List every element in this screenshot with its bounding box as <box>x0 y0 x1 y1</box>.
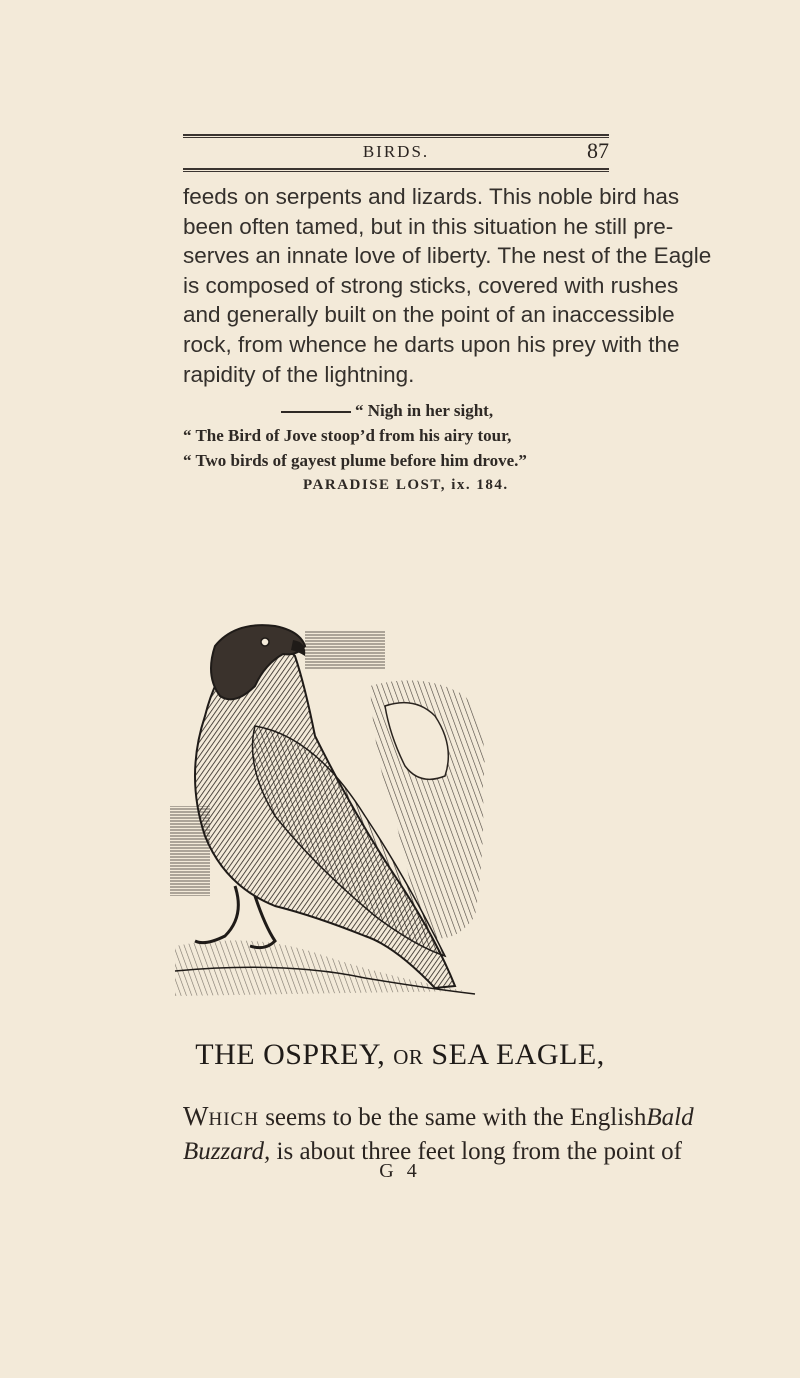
body-line: rock, from whence he darts upon his prey with the <box>183 331 680 357</box>
quote-line-3: “ Two birds of gayest plume before him drove.” <box>183 451 527 470</box>
body-line: rapidity of the lightning. <box>183 361 415 387</box>
quote-dash <box>281 411 351 413</box>
quote-line-2: “ The Bird of Jove stoop’d from his airy tour, <box>183 426 512 445</box>
caption-part-2: SEA EAGLE, <box>431 1038 605 1071</box>
body-line: is composed of strong sticks, covered with rushes <box>183 272 679 298</box>
running-head <box>183 140 609 168</box>
quote-line-1-text: “ Nigh in her sight, <box>355 401 494 420</box>
header-rule-bottom <box>183 168 609 170</box>
continuation-italic-2: Buzzard, <box>183 1138 271 1165</box>
continuation-line-1 <box>183 1100 694 1136</box>
running-title: BIRDS. <box>362 142 430 161</box>
section-caption <box>0 1038 800 1072</box>
continuation-paragraph <box>183 1100 694 1168</box>
caption-part-1: THE OSPREY, <box>195 1038 386 1071</box>
eagle-engraving <box>165 616 495 1008</box>
body-line: serves an innate love of liberty. The nest of the Eagle <box>183 243 712 269</box>
quote-line-1 <box>183 398 615 423</box>
header-rule-thin <box>183 137 609 138</box>
body-paragraph <box>183 182 712 389</box>
signature-mark: G 4 <box>379 1160 421 1182</box>
continuation-line-2-text: is about three feet long from the point of <box>270 1138 682 1165</box>
continuation-line-1-text: seems to be the same with the English <box>258 1104 647 1131</box>
body-line: and generally built on the point of an inaccessible <box>183 302 675 328</box>
which-rest: HICH <box>208 1109 259 1130</box>
caption-or: OR <box>393 1045 424 1069</box>
body-line: been often tamed, but in this situation he still pre- <box>183 213 674 239</box>
which-initial: W <box>183 1101 209 1131</box>
header-rule-bottom-thin <box>183 171 609 172</box>
body-line: feeds on serpents and lizards. This noble bird has <box>183 184 680 209</box>
page-number: 87 <box>587 138 609 163</box>
verse-quote <box>183 398 615 498</box>
header-rule-top <box>183 134 609 136</box>
quote-citation: PARADISE LOST, ix. 184. <box>303 477 509 493</box>
continuation-italic-1: Bald <box>646 1104 694 1131</box>
